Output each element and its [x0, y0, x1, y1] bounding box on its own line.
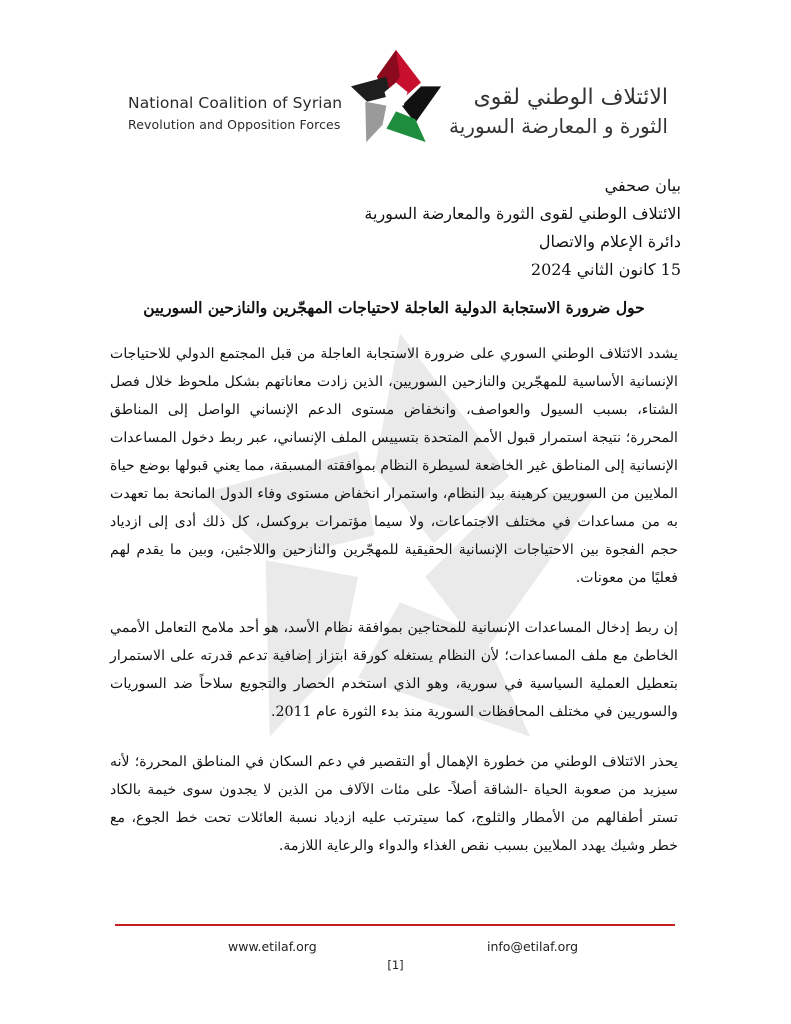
paragraph-3: يحذر الائتلاف الوطني من خطورة الإهمال أو التقصير في دعم السكان في المناطق المحررة؛ لأنه سيزيد من صعوبة الحياة -الشاقة أصلاً- على مئات الآلاف من الذين لا يجدون سوى خيمة بالكاد تستر أطفالهم من الأمطار والثلوج، كما سيترتب عليه ازدياد نسبة العائلات تحت خط الجوع، مع خطر وشيك يهدد الملايين بسبب نقص الغذاء والدواء والرعاية اللازمة.	[110, 754, 678, 854]
department: دائرة الإعلام والاتصال	[538, 232, 681, 251]
statement-body	[110, 340, 678, 882]
letterhead	[0, 0, 791, 150]
footer-divider	[115, 924, 675, 926]
paragraph-2: إن ربط إدخال المساعدات الإنسانية للمحتاجين بموافقة نظام الأسد، هو أحد ملامح التعامل الأممي الخاطئ مع ملف المساعدات؛ لأن النظام يستغله كورقة ابتزاز إضافية تدعم قدرته على الاستمرار بتعطيل العملية السياسية في سورية، وهو الذي استخدم الحصار والتجويع سلاحاً ضد السوريات والسوريين في مختلف المحافظات السورية منذ بدء الثورة عام 2011.	[110, 620, 678, 720]
footer-email-link[interactable]: info@etilaf.org	[487, 939, 579, 954]
org-name-ar	[448, 84, 668, 140]
org-name-en-line2: Revolution and Opposition Forces	[128, 117, 341, 132]
press-release-meta	[281, 172, 681, 284]
statement-title: حول ضرورة الاستجابة الدولية العاجلة لاحتياجات المهجّرين والنازحين السوريين	[143, 298, 645, 317]
org-name-ar-line1: الائتلاف الوطني لقوى	[473, 85, 668, 110]
release-date: 15 كانون الثاني 2024	[530, 260, 681, 279]
page-number: [1]	[387, 958, 404, 972]
org-name-en	[128, 92, 358, 136]
star-logo-icon	[348, 48, 444, 144]
footer-website-link[interactable]: www.etilaf.org	[228, 939, 317, 954]
paragraph-1: يشدد الائتلاف الوطني السوري على ضرورة الاستجابة العاجلة من قبل المجتمع الدولي للاحتياجات الإنسانية الأساسية للمهجّرين والنازحين السوريين، الذين زادت معاناتهم بشكل ملحوظ خلال فصل الشتاء، بسبب السيول والعواصف، وانخفاض مستوى الدعم الإنساني الواصل إلى المناطق المحررة؛ نتيجة استمرار قبول الأمم المتحدة بتسييس الملف الإنساني، عبر ربط دخول المساعدات الإنسانية إلى المناطق غير الخاضعة لسيطرة النظام بموافقته المسبقة، مما يعني قبولها بوضع حياة الملايين من السوريين كرهينة بيد النظام، واستمرار انخفاض مستوى وفاء الدول المانحة بما تعهدت به من مساعدات في مختلف الاجتماعات، ولا سيما مؤتمرات بروكسل، كل ذلك أدى إلى ازدياد حجم الفجوة بين الاحتياجات الإنسانية الحقيقية للمهجّرين والنازحين واللاجئين، وبين ما يقدم لهم فعليًا من معونات.	[110, 346, 678, 586]
org-name-ar-line2: الثورة و المعارضة السورية	[449, 114, 668, 138]
doc-type: بيان صحفي	[604, 176, 681, 195]
issuer: الائتلاف الوطني لقوى الثورة والمعارضة السورية	[364, 204, 681, 223]
org-name-en-line1: National Coalition of Syrian	[128, 94, 343, 112]
